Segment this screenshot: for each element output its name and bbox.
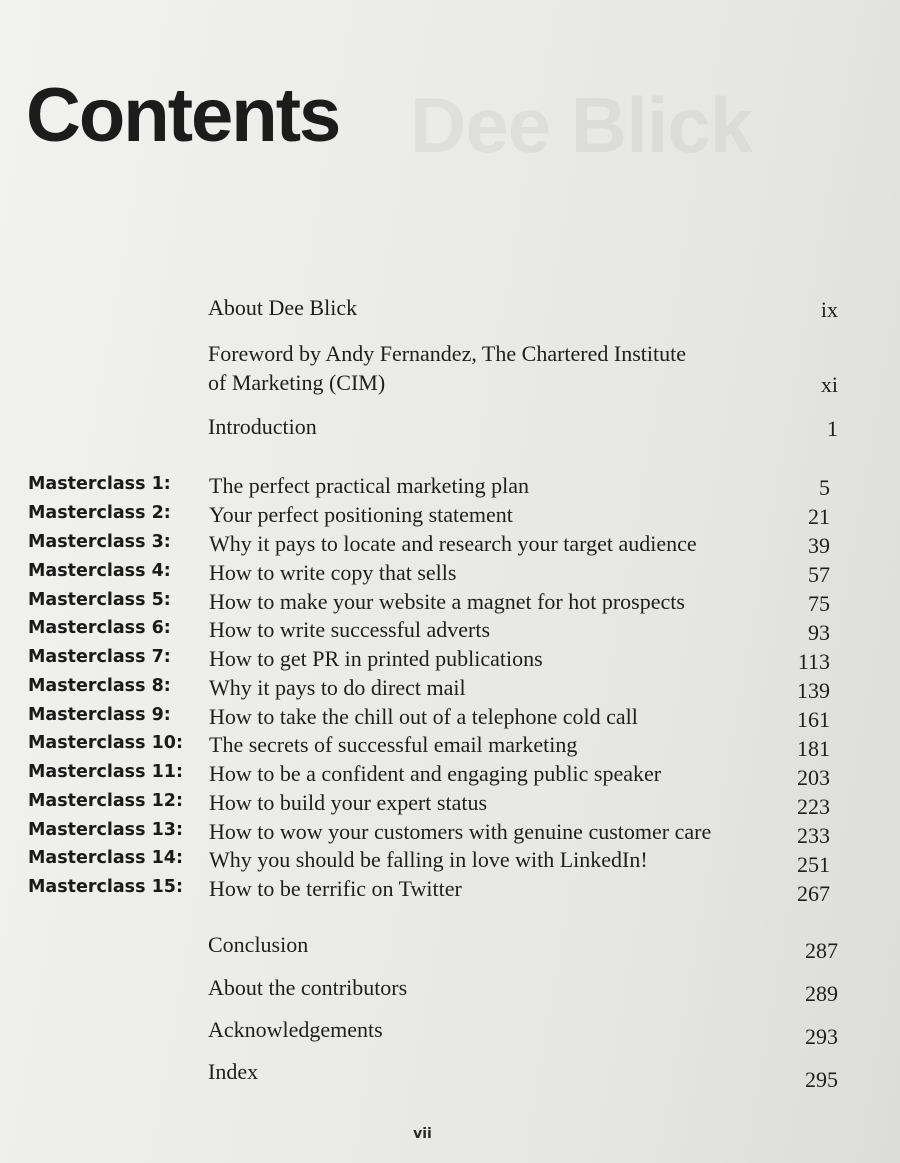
- toc-page-number: 21: [808, 504, 830, 529]
- masterclass-label: Masterclass 9:: [28, 705, 171, 725]
- toc-page-number: xi: [820, 372, 838, 397]
- masterclass-label: Masterclass 4:: [28, 561, 171, 581]
- toc-page-number: 181: [797, 736, 830, 761]
- toc-entry-acknowledgements: Acknowledgements: [208, 1017, 383, 1042]
- masterclass-title: Your perfect positioning statement: [209, 502, 513, 527]
- masterclass-title: How to build your expert status: [209, 790, 488, 815]
- toc-page-number: 5: [819, 475, 830, 500]
- toc-page-number: 223: [797, 794, 830, 819]
- masterclass-label: Masterclass 6:: [28, 618, 171, 638]
- page-folio: vii: [413, 1126, 432, 1142]
- masterclass-title: Why it pays to locate and research your target audience: [209, 531, 697, 556]
- toc-page-number: 139: [797, 678, 830, 703]
- toc-page-number: 203: [797, 765, 830, 790]
- toc-page-number: 251: [797, 852, 830, 877]
- toc-entry-index: Index: [208, 1059, 259, 1084]
- masterclass-label: Masterclass 10:: [28, 733, 183, 753]
- toc-page-number: 289: [805, 981, 838, 1006]
- toc-entry-about-author: About Dee Blick: [208, 295, 358, 320]
- masterclass-title: How to write copy that sells: [209, 560, 457, 585]
- masterclass-title: How to be terrific on Twitter: [209, 876, 462, 901]
- masterclass-title: How to get PR in printed publications: [209, 646, 543, 671]
- toc-page-number: 93: [808, 620, 830, 645]
- masterclass-label: Masterclass 7:: [28, 647, 171, 667]
- toc-page-number: 75: [808, 591, 830, 616]
- toc-page-number: 267: [797, 881, 830, 906]
- masterclass-label: Masterclass 13:: [28, 820, 183, 840]
- masterclass-label: Masterclass 12:: [28, 791, 183, 811]
- toc-entry-foreword: Foreword by Andy Fernandez, The Chartered Institute: [208, 341, 686, 366]
- toc-entry-introduction: Introduction: [208, 414, 317, 439]
- toc-page-number: 287: [805, 938, 838, 963]
- masterclass-label: Masterclass 1:: [28, 474, 171, 494]
- masterclass-title: Why you should be falling in love with LinkedIn!: [209, 847, 648, 872]
- toc-page-number: 293: [805, 1024, 838, 1049]
- toc-page-number: 113: [797, 649, 830, 674]
- masterclass-title: How to be a confident and engaging public speaker: [209, 761, 662, 786]
- masterclass-title: Why it pays to do direct mail: [209, 675, 466, 700]
- toc-page-number: 161: [797, 707, 830, 732]
- masterclass-title: How to write successful adverts: [209, 617, 491, 642]
- masterclass-label: Masterclass 2:: [28, 503, 171, 523]
- masterclass-title: How to make your website a magnet for hot prospects: [209, 589, 685, 614]
- toc-page-number: 1: [827, 416, 838, 441]
- masterclass-label: Masterclass 8:: [28, 676, 171, 696]
- masterclass-label: Masterclass 14:: [28, 848, 183, 868]
- toc-page-number: 295: [805, 1067, 838, 1092]
- show-through-text: Dee Blick: [410, 81, 753, 169]
- masterclass-label: Masterclass 11:: [28, 762, 183, 782]
- masterclass-label: Masterclass 3:: [28, 532, 171, 552]
- masterclass-label: Masterclass 15:: [28, 877, 183, 897]
- page-title: Contents: [26, 73, 340, 158]
- toc-page-number: ix: [820, 297, 838, 322]
- masterclass-title: The perfect practical marketing plan: [209, 473, 530, 498]
- masterclass-label: Masterclass 5:: [28, 590, 171, 610]
- masterclass-title: How to wow your customers with genuine customer care: [209, 819, 712, 844]
- toc-entry-foreword-line2: of Marketing (CIM): [208, 370, 386, 395]
- toc-page-number: 57: [808, 562, 830, 587]
- masterclass-title: How to take the chill out of a telephone cold call: [209, 704, 638, 729]
- toc-page-number: 233: [797, 823, 830, 848]
- masterclass-title: The secrets of successful email marketing: [209, 732, 578, 757]
- toc-page-number: 39: [808, 533, 830, 558]
- toc-entry-contributors: About the contributors: [208, 975, 408, 1000]
- toc-entry-conclusion: Conclusion: [208, 932, 309, 957]
